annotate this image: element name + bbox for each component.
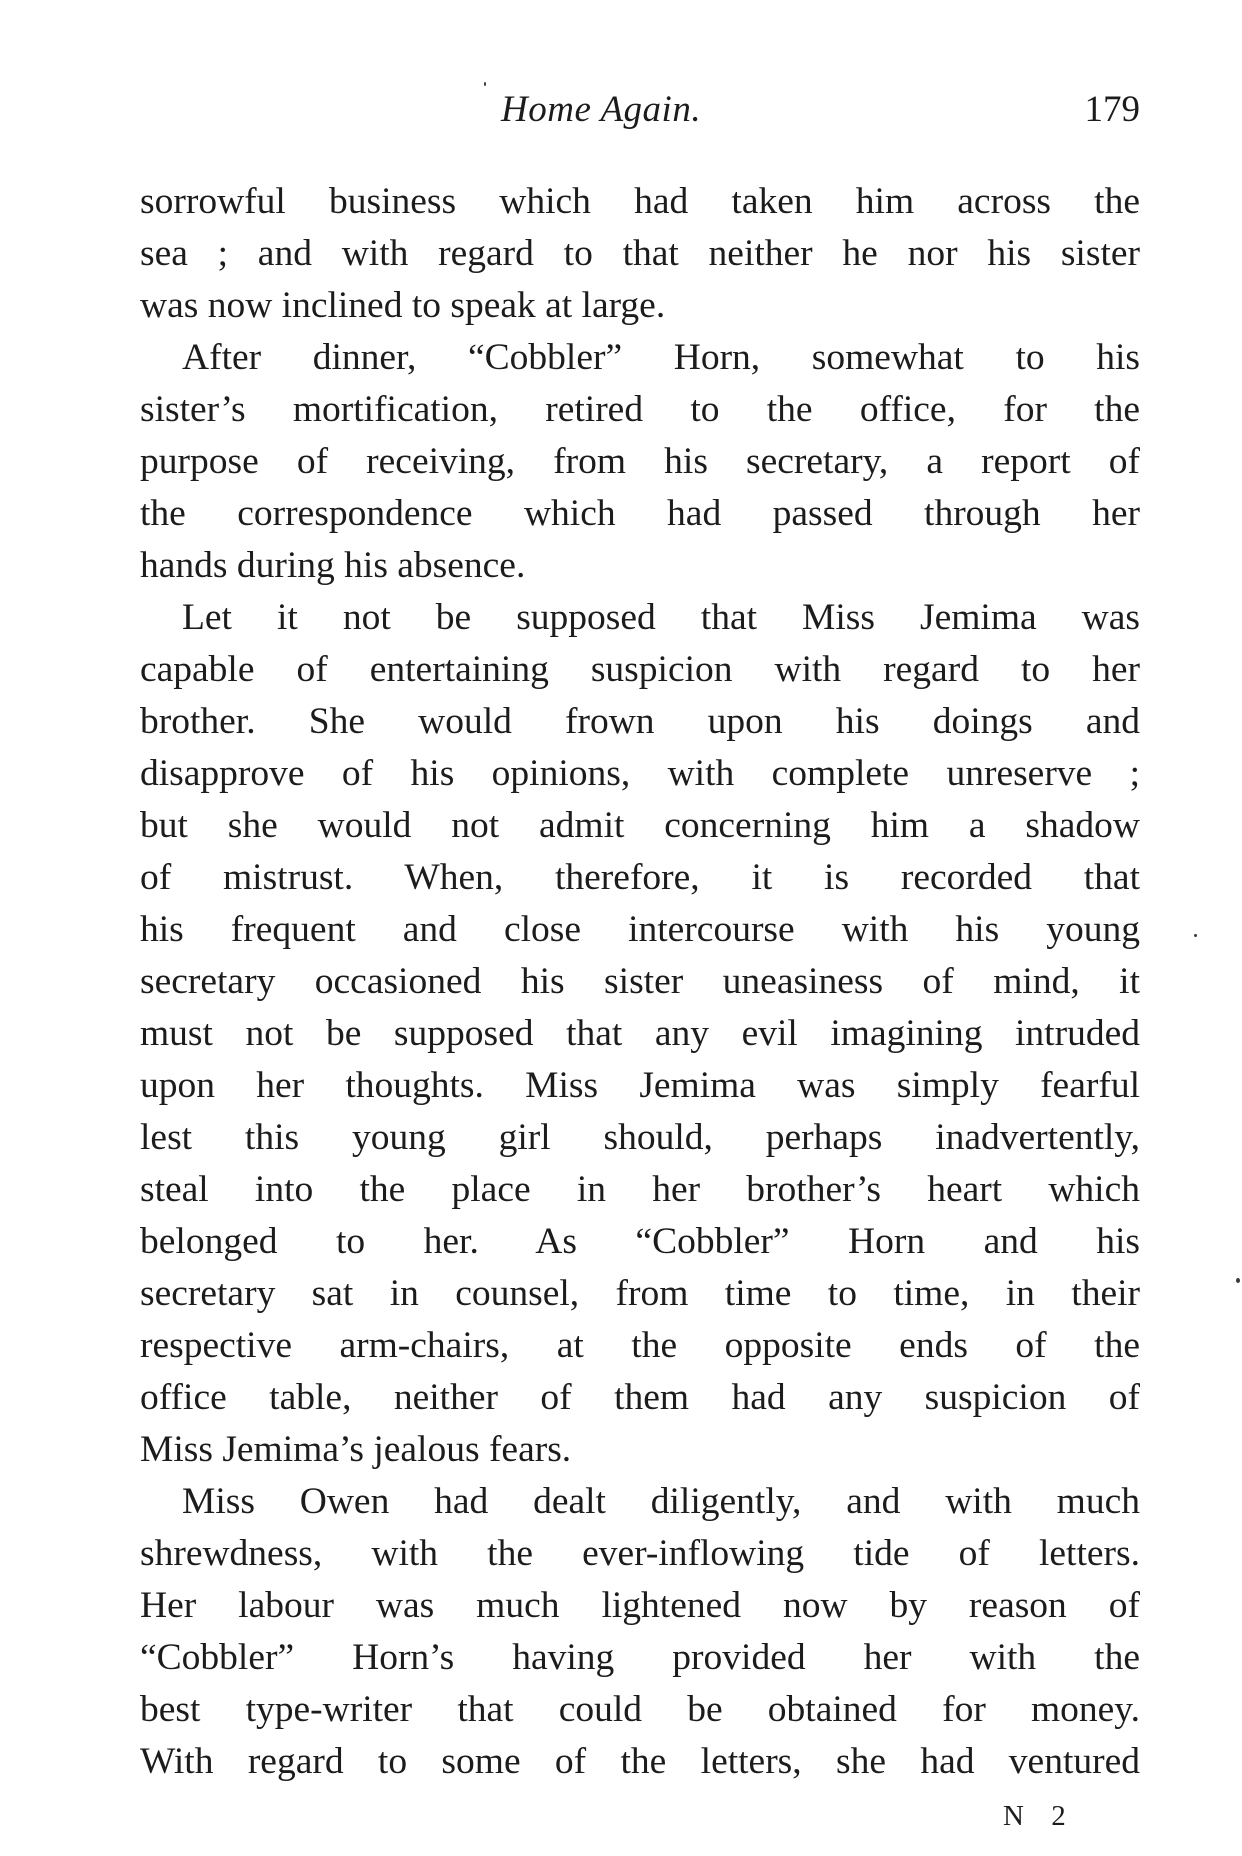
text-line: Miss Jemima’s jealous fears.	[140, 1429, 572, 1470]
text-line: secretary sat in counsel, from time to time, in their	[140, 1273, 1140, 1314]
text-line: “Cobbler” Horn’s having provided her with the	[140, 1637, 1140, 1678]
paragraph-2	[140, 332, 1140, 592]
page-number: 179	[1084, 89, 1140, 130]
text-line: best type-writer that could be obtained for money.	[140, 1689, 1140, 1730]
body-text	[140, 176, 1140, 1788]
text-line: sorrowful business which had taken him across the	[140, 181, 1140, 222]
text-line: his frequent and close intercourse with his young	[140, 909, 1140, 950]
text-line: office table, neither of them had any suspicion of	[140, 1377, 1140, 1418]
text-line: capable of entertaining suspicion with regard to her	[140, 649, 1140, 690]
text-line: Let it not be supposed that Miss Jemima was	[182, 597, 1140, 638]
scan-speck	[1194, 934, 1197, 937]
paragraph-1	[140, 176, 1140, 332]
text-line: respective arm-chairs, at the opposite ends of the	[140, 1325, 1140, 1366]
running-head	[140, 88, 1140, 140]
text-line: purpose of receiving, from his secretary, a report of	[140, 441, 1140, 482]
text-line: lest this young girl should, perhaps inadvertently,	[140, 1117, 1140, 1158]
text-line: was now inclined to speak at large.	[140, 285, 666, 326]
text-line: must not be supposed that any evil imagining intruded	[140, 1013, 1140, 1054]
text-line: steal into the place in her brother’s heart which	[140, 1169, 1140, 1210]
scan-speck	[484, 82, 486, 86]
text-line: Miss Owen had dealt diligently, and with much	[182, 1481, 1140, 1522]
text-line: With regard to some of the letters, she had ventured	[140, 1741, 1140, 1782]
text-line: shrewdness, with the ever-inflowing tide of letters.	[140, 1533, 1140, 1574]
running-title: Home Again.	[501, 89, 702, 130]
text-line: but she would not admit concerning him a shadow	[140, 805, 1140, 846]
text-line: upon her thoughts. Miss Jemima was simply fearful	[140, 1065, 1140, 1106]
text-line: the correspondence which had passed through her	[140, 493, 1140, 534]
signature-mark: N 2	[1003, 1800, 1076, 1832]
text-line: of mistrust. When, therefore, it is recorded that	[140, 857, 1140, 898]
text-line: After dinner, “Cobbler” Horn, somewhat to his	[182, 337, 1140, 378]
scan-speck	[1236, 1278, 1240, 1283]
text-line: secretary occasioned his sister uneasiness of mind, it	[140, 961, 1140, 1002]
text-line: sister’s mortification, retired to the office, for the	[140, 389, 1140, 430]
paragraph-3	[140, 592, 1140, 1476]
paragraph-4	[140, 1476, 1140, 1788]
text-line: belonged to her. As “Cobbler” Horn and his	[140, 1221, 1140, 1262]
text-line: Her labour was much lightened now by reason of	[140, 1585, 1140, 1626]
text-line: brother. She would frown upon his doings and	[140, 701, 1140, 742]
text-line: disapprove of his opinions, with complete unreserve ;	[140, 753, 1140, 794]
text-line: hands during his absence.	[140, 545, 526, 586]
text-line: sea ; and with regard to that neither he nor his sister	[140, 233, 1140, 274]
